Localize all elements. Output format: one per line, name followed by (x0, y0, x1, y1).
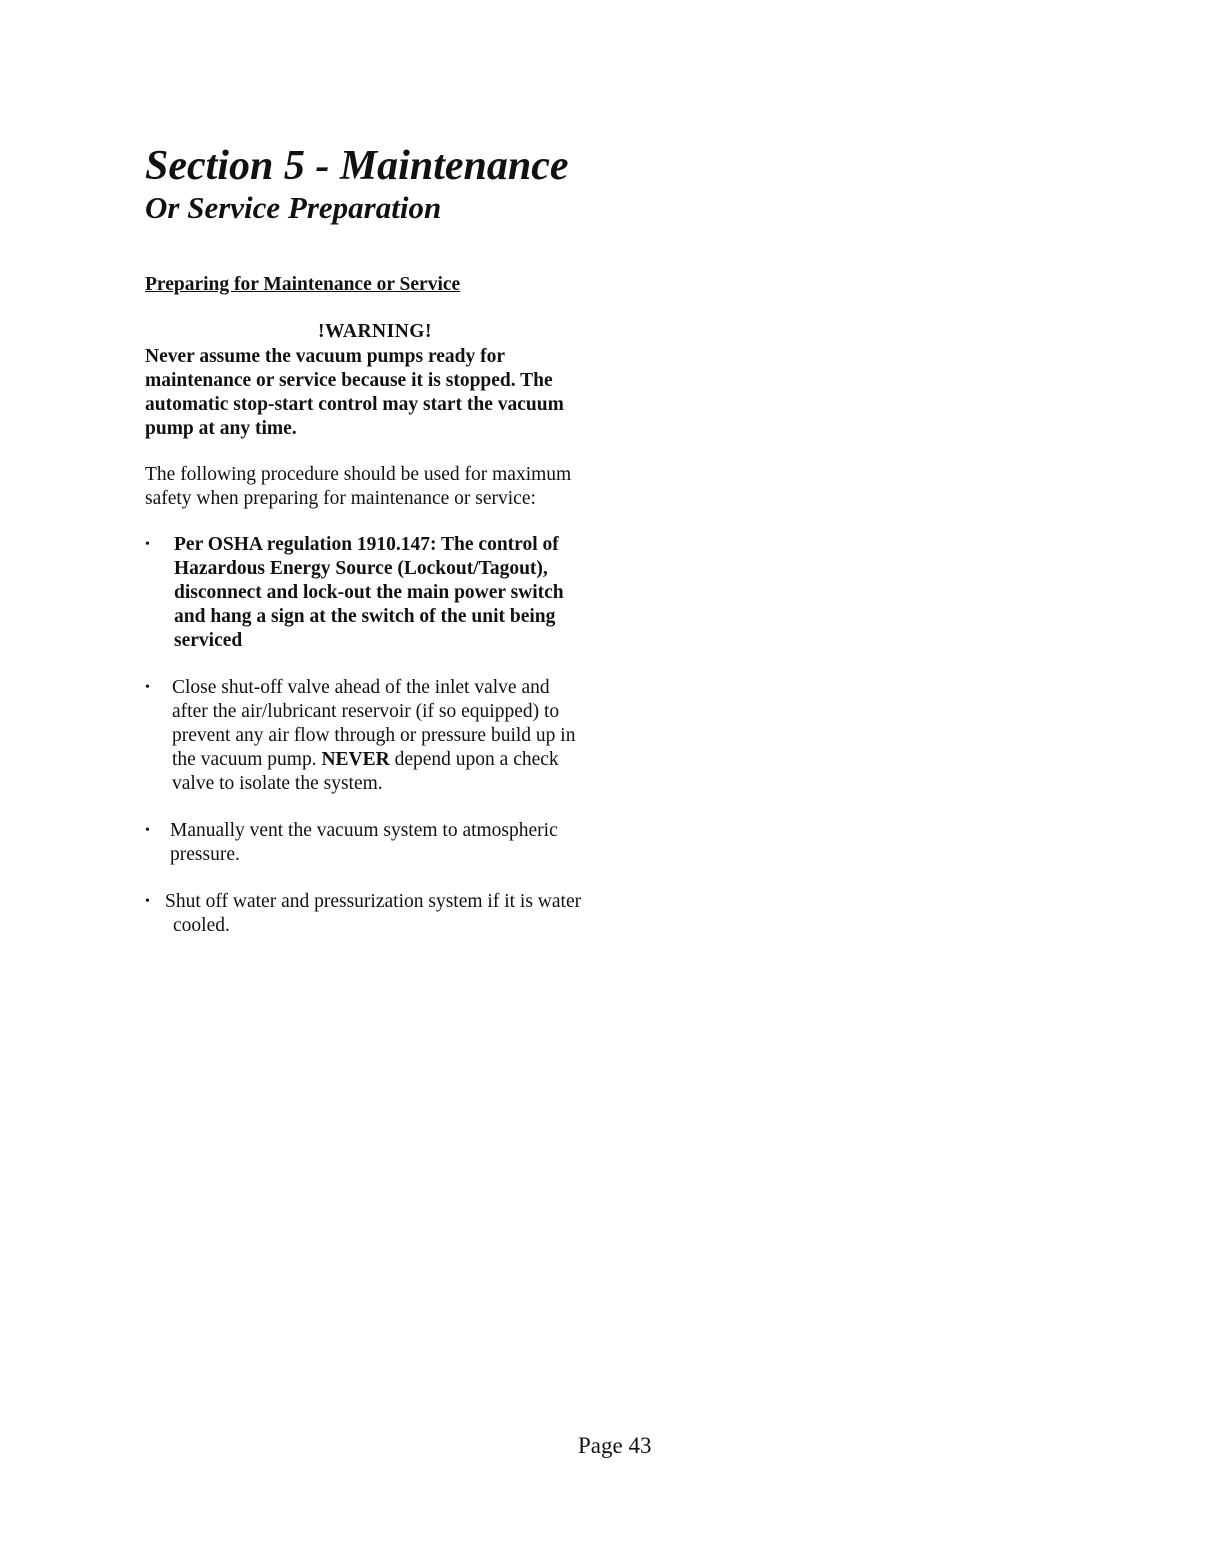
list-item-line: valve to isolate the system. (172, 773, 383, 794)
list-item-line: Hazardous Energy Source (Lockout/Tagout), (174, 558, 548, 579)
list-item-line: and hang a sign at the switch of the unit being (174, 606, 556, 627)
subsection-heading: Preparing for Maintenance or Service (145, 274, 461, 295)
warning-text (145, 345, 615, 441)
list-item-shutoff-valve (172, 676, 575, 796)
bullet-marker: • (145, 680, 150, 695)
intro-paragraph (145, 463, 625, 511)
warning-line: automatic stop-start control may start the vacuum (145, 394, 564, 415)
bullet-marker: • (145, 823, 150, 838)
warning-line: Never assume the vacuum pumps ready for (145, 346, 506, 367)
list-item-line: serviced (174, 630, 243, 651)
list-item-line: prevent any air flow through or pressure build up in (172, 725, 576, 746)
warning-line: maintenance or service because it is stopped. The (145, 370, 553, 391)
list-item-text: depend upon a check (389, 749, 559, 770)
list-item-line: Manually vent the vacuum system to atmospheric (170, 820, 558, 841)
page-number: Page 43 (578, 1433, 652, 1458)
list-item-water (165, 890, 581, 938)
section-title: Section 5 - Maintenance (145, 143, 569, 189)
warning-line: pump at any time. (145, 418, 297, 439)
list-item-line: cooled. (173, 915, 230, 936)
list-item-line: after the air/lubricant reservoir (if so equipped) to (172, 701, 560, 722)
bullet-marker: • (145, 894, 150, 909)
list-item-text: the vacuum pump. (172, 749, 322, 770)
emphasis-never: NEVER (321, 749, 390, 770)
intro-line: The following procedure should be used for maximum (145, 464, 572, 485)
list-item-line (172, 748, 575, 772)
list-item-osha (174, 533, 564, 653)
list-item-vent (170, 819, 558, 867)
warning-title: !WARNING! (318, 321, 432, 342)
list-item-line: Shut off water and pressurization system if it is water (165, 891, 582, 912)
bullet-marker: • (145, 537, 150, 552)
list-item-line: pressure. (170, 844, 240, 865)
section-subtitle: Or Service Preparation (145, 190, 442, 225)
list-item-line: Close shut-off valve ahead of the inlet valve and (172, 677, 550, 698)
intro-line: safety when preparing for maintenance or service: (145, 488, 536, 509)
list-item-line: Per OSHA regulation 1910.147: The control of (174, 534, 559, 555)
list-item-line: disconnect and lock-out the main power switch (174, 582, 564, 603)
